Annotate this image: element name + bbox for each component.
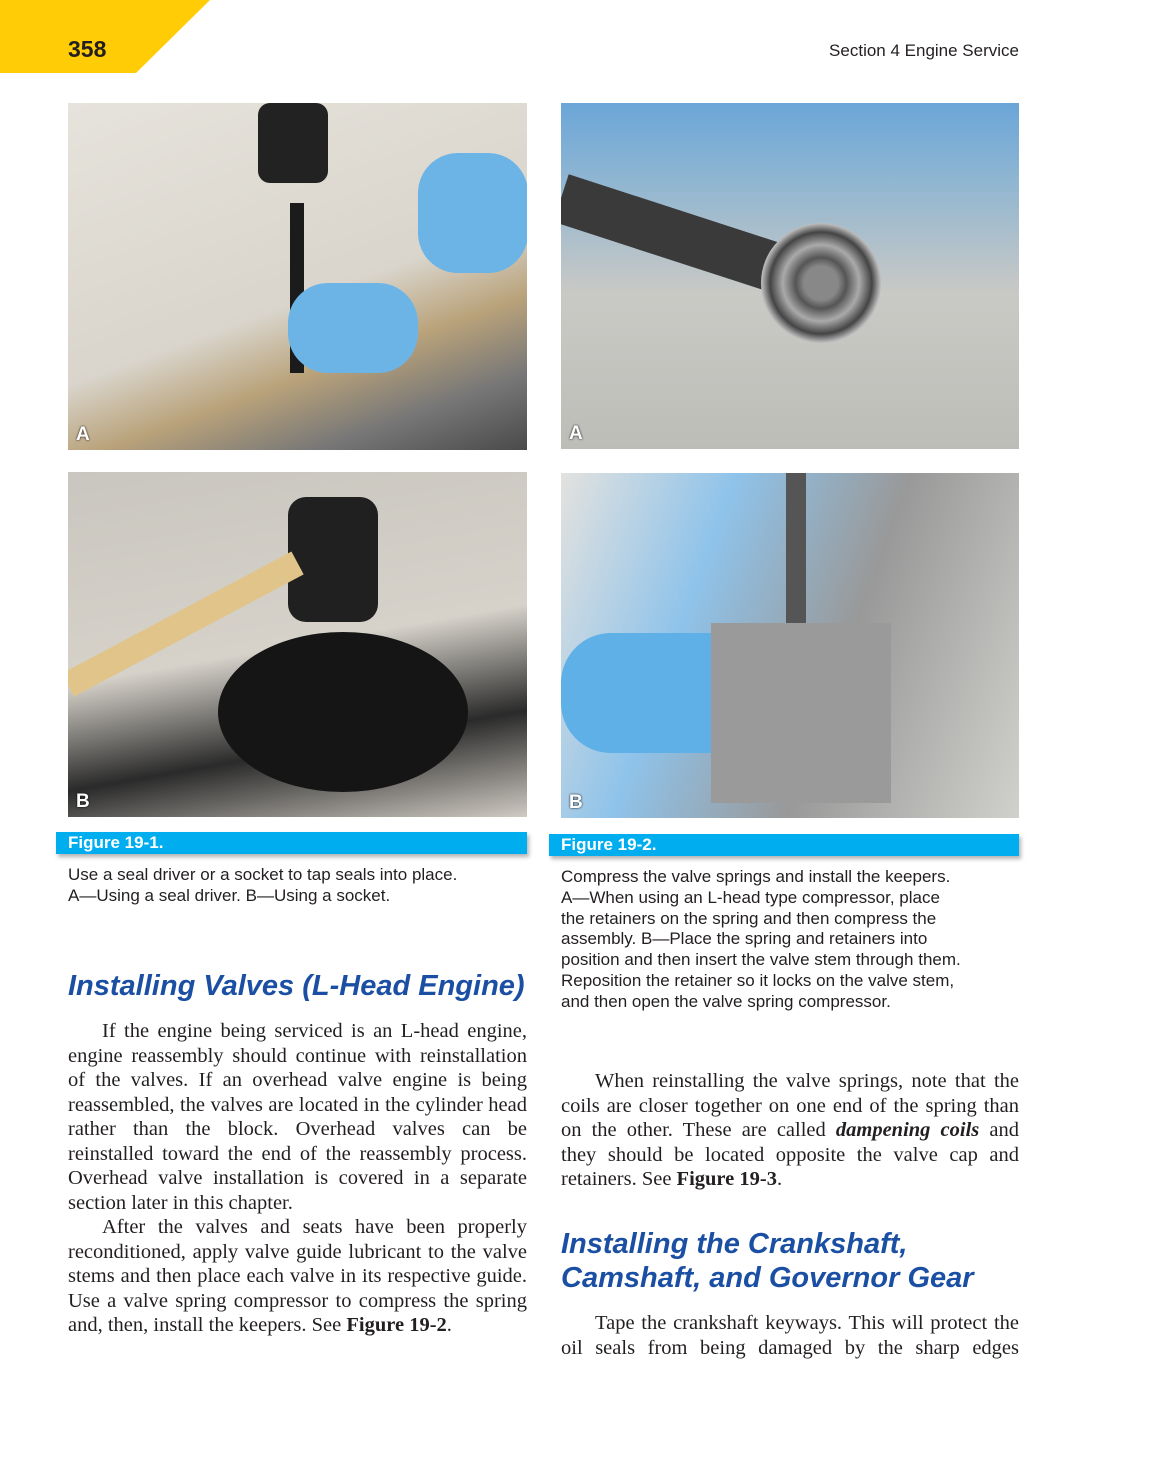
caption-line: assembly. B—Place the spring and retainers into <box>561 929 928 949</box>
caption-line: Use a seal driver or a socket to tap seals into place. <box>68 865 458 884</box>
photo-label: B <box>76 791 90 812</box>
figure-19-1-caption <box>68 865 457 907</box>
figure-19-2-title: Figure 19-2. <box>549 834 1019 856</box>
caption-line: the retainers on the spring and then compress the <box>561 908 937 928</box>
right-body-text-2 <box>561 1311 1019 1360</box>
text: . <box>776 1168 783 1190</box>
heading-installing-crankshaft <box>561 1227 974 1295</box>
key-term: dampening coils <box>835 1119 980 1141</box>
caption-line: Compress the valve springs and install the keepers. <box>561 867 951 886</box>
photo-label: B <box>569 792 583 813</box>
photo-label: A <box>569 423 583 444</box>
photo-label: A <box>76 424 90 445</box>
page-number: 358 <box>68 36 107 62</box>
right-body-text <box>561 1069 1019 1192</box>
heading-line: Installing the Crankshaft, <box>561 1228 908 1260</box>
caption-line: and then open the valve spring compressor. <box>561 991 891 1011</box>
photo-seal-driver <box>68 103 527 450</box>
paragraph <box>561 1069 1019 1192</box>
figure-reference: Figure 19-3 <box>676 1168 777 1190</box>
caption-line: position and then insert the valve stem through them. <box>561 950 961 970</box>
text: and they should be located opposite the valve cap and retainers. See <box>561 1119 1019 1190</box>
caption-line: A—Using a seal driver. B—Using a socket. <box>68 885 391 905</box>
text: After the valves and seats have been properly reconditioned, apply valve guide lubricant to the valve stems and then place each valve in its respective guide. Use a valve spring compressor to compress the spring and, then, install the keepers. See <box>68 1216 527 1336</box>
section-title: Section 4 Engine Service <box>829 41 1019 60</box>
photo-lhead-compressor <box>561 103 1019 449</box>
paragraph: If the engine being serviced is an L-head engine, engine reassembly should continue with reinstallation of the valves. If an overhead valve engine is being reassembled, the valves are located in the cylinder head rather than the block. Overhead valves can be reinstalled toward the end of the reassembly process. Overhead valve installation is covered in a separate section later in this chapter. <box>68 1020 527 1214</box>
text: . <box>446 1314 452 1336</box>
heading-installing-valves: Installing Valves (L-Head Engine) <box>68 970 525 1002</box>
figure-reference: Figure 19-2 <box>346 1314 447 1336</box>
heading-line: Camshaft, and Governor Gear <box>561 1262 974 1294</box>
photo-socket <box>68 472 527 817</box>
left-body-text <box>68 1019 527 1338</box>
figure-19-1-title: Figure 19-1. <box>56 832 527 854</box>
paragraph: Tape the crankshaft keyways. This will protect the oil seals from being damaged by the sharp edges <box>561 1312 1019 1359</box>
paragraph <box>68 1215 527 1338</box>
figure-19-2-caption <box>561 867 961 1013</box>
text: When reinstalling the valve springs, note that the coils are closer together on one end of the spring than on the other. These are called <box>561 1070 1019 1141</box>
caption-line: Reposition the retainer so it locks on the valve stem, <box>561 970 955 990</box>
caption-line: A—When using an L-head type compressor, place <box>561 887 940 907</box>
photo-valve-install <box>561 473 1019 818</box>
